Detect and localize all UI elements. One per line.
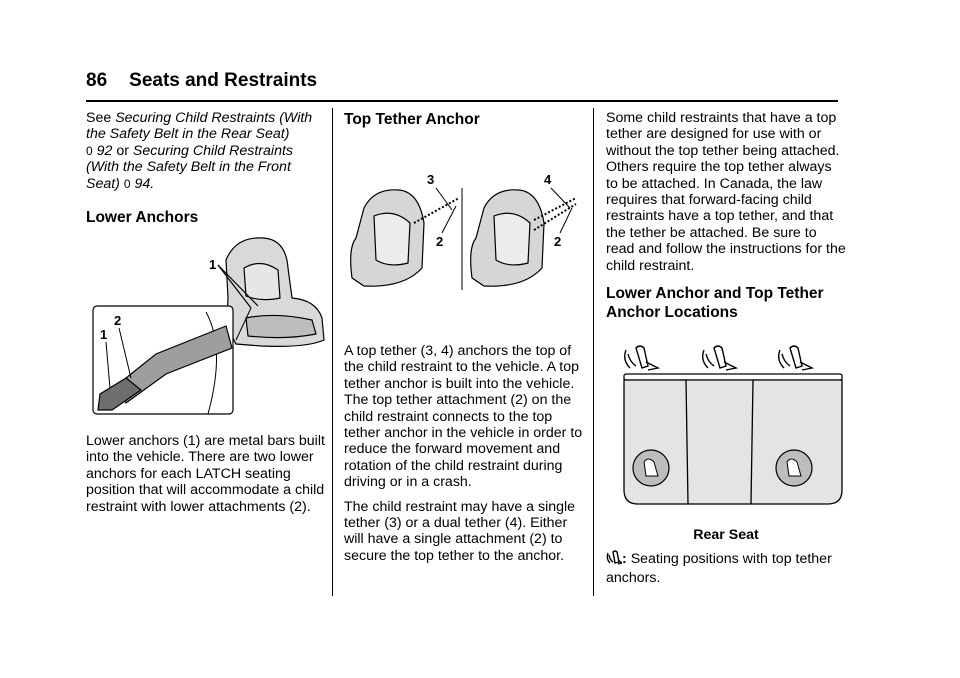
column-1 [86, 110, 326, 227]
heading-lower-anchors: Lower Anchors [86, 209, 199, 227]
lower-anchors-figure [86, 228, 326, 418]
tether-anchor-icon [606, 550, 622, 570]
right-seat-illustration [471, 190, 544, 286]
tether-anchor-icon [703, 346, 736, 370]
section-title: Seats and Restraints [129, 70, 318, 91]
lower-anchors-body: Lower anchors (1) are metal bars built into the vehicle. There are two lower anchors for each LATCH seating position that will accommodate a child restraint with lower attachments (2). [86, 433, 325, 515]
tether-anchor-icon [779, 346, 812, 370]
lower-anchor-icon [776, 450, 812, 486]
page-ref-92[interactable]: 92 [96, 142, 113, 159]
top-tether-figure [344, 168, 584, 298]
header-rule [86, 100, 838, 102]
rear-seat-diagram [606, 340, 846, 515]
intro-paragraph: See Securing Child Restraints (With the Safety Belt in the Rear Seat) 0 92 or Securing Child Restraints (With the Safety Belt in the Front Seat) 0 94. [86, 110, 313, 192]
figure-label-2: 2 [436, 234, 444, 249]
figure-label-1: 1 [100, 327, 108, 342]
page-ref-94[interactable]: 94. [134, 175, 155, 192]
figure-label-4: 4 [544, 172, 552, 187]
heading-anchor-locations: Lower Anchor and Top Tether Anchor Locations [606, 285, 824, 322]
tether-anchor-icon [625, 346, 658, 370]
heading-top-tether-anchor: Top Tether Anchor [344, 111, 480, 128]
link-rear-seat[interactable]: Securing Child Restraints (With the Safety Belt in the Rear Seat) [86, 110, 313, 143]
legend: : Seating positions with top tether anchors. [606, 551, 832, 587]
left-seat-illustration [351, 190, 424, 286]
page-header [86, 70, 317, 92]
figure-label-3: 3 [427, 172, 435, 187]
column-divider [332, 108, 333, 596]
page-reference-icon: 0 [123, 176, 131, 191]
figure-label-2: 2 [554, 234, 562, 249]
page-number: 86 [86, 70, 108, 91]
legend-text: Seating positions with top tether anchors. [606, 551, 832, 587]
top-tether-body: A top tether (3, 4) anchors the top of the child restraint to the vehicle. A top tether anchor is built into the vehicle. The top tether attachment (2) on the child restraint connects to the top tether anchor in the vehicle in order to reduce the forward movement and rotation of the child restraint during driving or in a crash. The child restraint may have a single tether (3) or a dual tether (4). Either will have a single attachment (2) to secure the top tether to the anchor. [344, 343, 583, 564]
lower-anchor-icon [633, 450, 669, 486]
column-2 [344, 110, 584, 129]
column-3: Some child restraints that have a top tether are designed for use with or without the top tether being attached. Others require the top tether always to be attached. In Canada, the law requires that forward-facing child restraints have a top tether, and that the tether be attached. Be sure to read and follow the instructions for the child restraint. Lower Anchor and Top Tether Anchor Locations [606, 110, 846, 322]
figure-label-2: 2 [114, 313, 122, 328]
link-front-seat[interactable]: Securing Child Restraints (With the Safety Belt in the Front Seat) [86, 142, 293, 192]
page-reference-icon: 0 [86, 143, 93, 158]
figure-caption: Rear Seat [693, 527, 759, 543]
column-divider [593, 108, 594, 596]
figure-label-1: 1 [209, 257, 217, 272]
